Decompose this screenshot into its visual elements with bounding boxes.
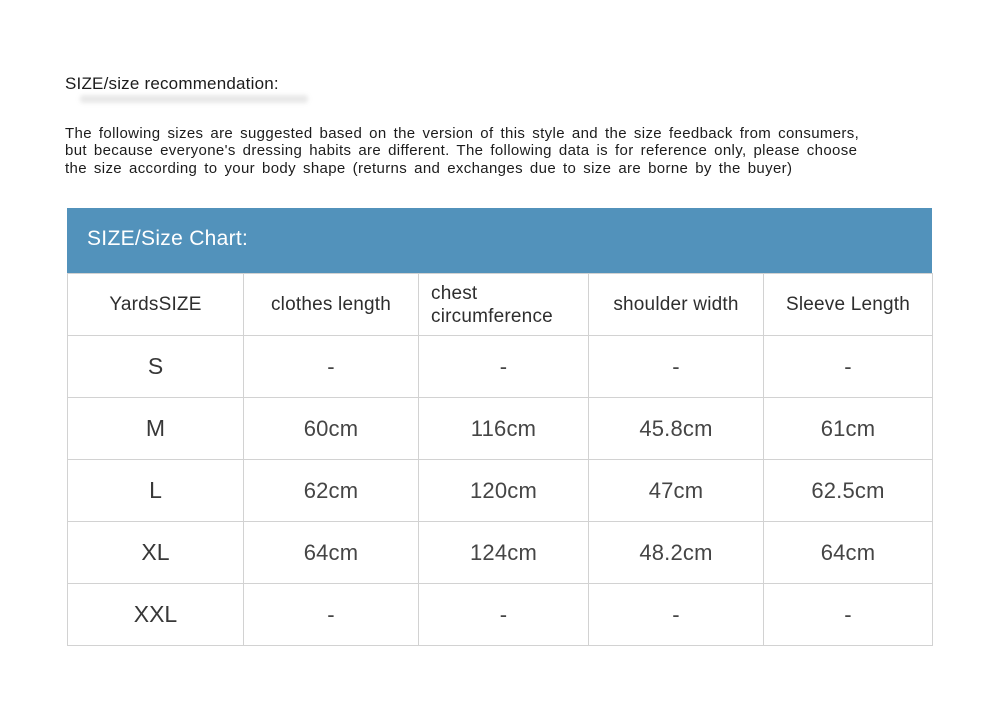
chest-circumference-value: - (419, 336, 589, 398)
shoulder-width-value: - (589, 336, 764, 398)
column-header-clothes-length: clothes length (244, 274, 419, 336)
table-row-m (68, 398, 933, 460)
clothes-length-value: - (244, 584, 419, 646)
table-header-row (68, 274, 933, 336)
column-header-sleeve-length: Sleeve Length (764, 274, 933, 336)
shoulder-width-value: 45.8cm (589, 398, 764, 460)
size-recommendation-paragraph (65, 125, 945, 177)
translation-artifact-smudge (80, 95, 308, 103)
column-header-size: YardsSIZE (68, 274, 244, 336)
description-line: the size according to your body shape (returns and exchanges due to size are borne by the buyer) (65, 159, 793, 177)
shoulder-width-value: 48.2cm (589, 522, 764, 584)
size-label: XL (68, 522, 244, 584)
sleeve-length-value: 62.5cm (764, 460, 933, 522)
size-chart-banner (67, 208, 932, 273)
sleeve-length-value: 61cm (764, 398, 933, 460)
size-label: M (68, 398, 244, 460)
column-header-shoulder-width: shoulder width (589, 274, 764, 336)
size-label: XXL (68, 584, 244, 646)
size-chart-title: SIZE/Size Chart: (87, 226, 249, 250)
table-row-xl (68, 522, 933, 584)
description-line: but because everyone's dressing habits are different. The following data is for reference only, please choose (65, 142, 858, 160)
table-row-s (68, 336, 933, 398)
size-label: L (68, 460, 244, 522)
chest-circumference-value: 124cm (419, 522, 589, 584)
size-label: S (68, 336, 244, 398)
chest-circumference-value: 116cm (419, 398, 589, 460)
size-chart-table (67, 273, 933, 646)
sleeve-length-value: - (764, 584, 933, 646)
table-row-xxl (68, 584, 933, 646)
clothes-length-value: 62cm (244, 460, 419, 522)
chest-circumference-value: 120cm (419, 460, 589, 522)
clothes-length-value: 64cm (244, 522, 419, 584)
shoulder-width-value: - (589, 584, 764, 646)
section-heading: SIZE/size recommendation: (65, 74, 279, 93)
clothes-length-value: - (244, 336, 419, 398)
sleeve-length-value: - (764, 336, 933, 398)
description-line: The following sizes are suggested based on the version of this style and the size feedback from consumers, (65, 125, 860, 142)
sleeve-length-value: 64cm (764, 522, 933, 584)
shoulder-width-value: 47cm (589, 460, 764, 522)
column-header-chest-circumference: chest circumference (419, 274, 589, 336)
table-row-l (68, 460, 933, 522)
clothes-length-value: 60cm (244, 398, 419, 460)
chest-circumference-value: - (419, 584, 589, 646)
